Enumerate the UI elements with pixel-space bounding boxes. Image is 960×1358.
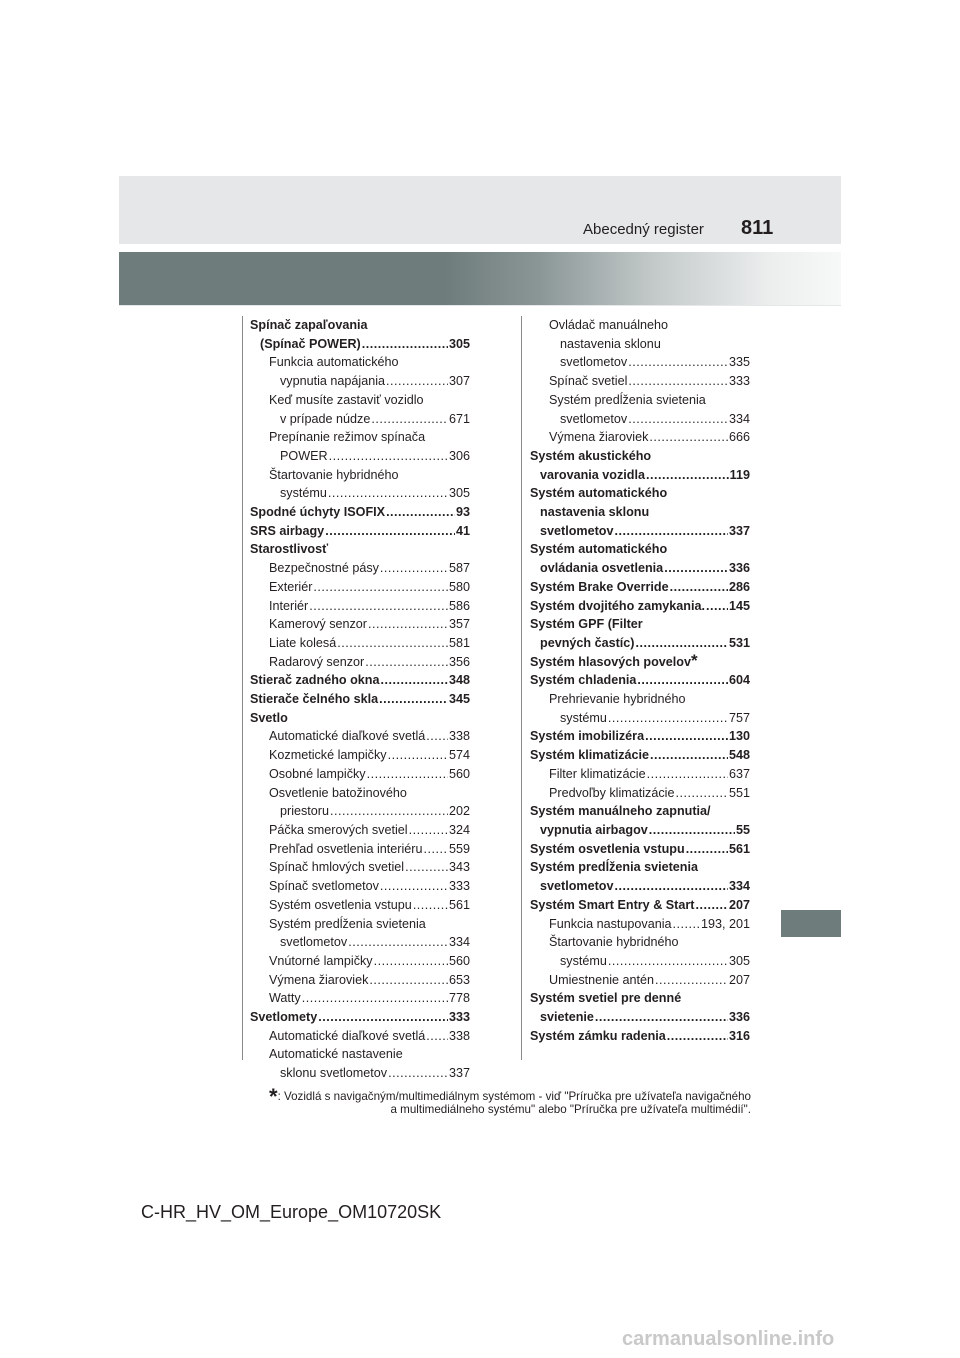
entry-text: svetlometov bbox=[560, 411, 628, 426]
entry-page-number: 345 bbox=[448, 692, 470, 707]
dot-leader bbox=[405, 858, 448, 877]
index-entry bbox=[250, 1064, 470, 1083]
index-entry bbox=[530, 746, 750, 765]
entry-text: ovládania osvetlenia bbox=[540, 561, 664, 576]
entry-page-number: 316 bbox=[728, 1028, 750, 1043]
index-entry bbox=[530, 840, 750, 859]
entry-page-number: 551 bbox=[728, 785, 750, 800]
entry-text: SRS airbagy bbox=[250, 523, 325, 538]
dot-leader bbox=[329, 447, 448, 466]
index-entry bbox=[530, 335, 750, 354]
index-entry bbox=[250, 503, 470, 522]
dot-leader bbox=[615, 522, 728, 541]
index-entry bbox=[530, 353, 750, 372]
dot-leader bbox=[608, 709, 728, 728]
index-entry bbox=[530, 933, 750, 952]
entry-text: Kozmetické lampičky bbox=[269, 748, 387, 763]
entry-page-number: 574 bbox=[448, 748, 470, 763]
entry-text: Ovládač manuálneho bbox=[549, 318, 669, 332]
index-entry bbox=[250, 578, 470, 597]
index-entry bbox=[250, 447, 470, 466]
dot-leader bbox=[309, 597, 448, 616]
entry-text: Systém automatického bbox=[530, 486, 668, 501]
entry-page-number: 561 bbox=[448, 897, 470, 912]
index-entry bbox=[530, 1008, 750, 1027]
entry-text: Stierače čelného skla bbox=[250, 692, 379, 707]
index-entry bbox=[250, 989, 470, 1008]
dot-leader bbox=[374, 952, 448, 971]
index-entry bbox=[250, 634, 470, 653]
entry-page-number: 286 bbox=[728, 579, 750, 594]
entry-text: Systém svetiel pre denné bbox=[530, 991, 682, 1006]
index-entry bbox=[530, 615, 750, 634]
entry-text: Systém zámku radenia bbox=[530, 1028, 666, 1043]
entry-page-number: 580 bbox=[448, 579, 470, 594]
page-number: 811 bbox=[741, 217, 774, 239]
dot-leader bbox=[371, 410, 448, 429]
index-entry bbox=[250, 540, 470, 559]
index-entry bbox=[250, 784, 470, 803]
entry-text: Svetlomety bbox=[250, 1010, 318, 1025]
entry-page-number: 335 bbox=[728, 355, 750, 370]
dot-leader bbox=[628, 353, 728, 372]
index-entry bbox=[530, 915, 750, 934]
index-entry bbox=[530, 540, 750, 559]
entry-text: Štartovanie hybridného bbox=[269, 467, 399, 482]
entry-text: svietenie bbox=[540, 1010, 594, 1025]
entry-text: Exteriér bbox=[269, 579, 313, 594]
dot-leader bbox=[365, 653, 448, 672]
dot-leader bbox=[637, 671, 728, 690]
entry-page-number: 337 bbox=[728, 523, 750, 538]
entry-page-number: 531 bbox=[728, 635, 750, 650]
entry-page-number: 338 bbox=[448, 1028, 470, 1043]
index-column-left bbox=[250, 316, 470, 1083]
dot-leader bbox=[409, 821, 448, 840]
dot-leader bbox=[368, 615, 448, 634]
entry-page-number: 336 bbox=[728, 561, 750, 576]
entry-text: Systém Brake Override bbox=[530, 579, 669, 594]
index-entry bbox=[530, 503, 750, 522]
dot-leader bbox=[388, 1064, 448, 1083]
entry-page-number: 307 bbox=[448, 374, 470, 389]
index-entry bbox=[530, 634, 750, 653]
header-band bbox=[119, 176, 841, 244]
index-entry bbox=[250, 915, 470, 934]
entry-page-number: 333 bbox=[448, 879, 470, 894]
index-entry bbox=[530, 578, 750, 597]
entry-text: Spínač hmlových svetiel bbox=[269, 860, 405, 875]
entry-page-number: 55 bbox=[735, 822, 750, 837]
index-entry bbox=[250, 1027, 470, 1046]
footnote bbox=[191, 1084, 751, 1116]
dot-leader bbox=[673, 915, 700, 934]
index-entry bbox=[250, 877, 470, 896]
entry-text: Systém Smart Entry & Start bbox=[530, 897, 695, 912]
entry-text: Systém manuálneho zapnutia/ bbox=[530, 804, 711, 819]
entry-text: Filter klimatizácie bbox=[549, 766, 646, 781]
dot-leader bbox=[645, 727, 728, 746]
entry-text: Prehrievanie hybridného bbox=[549, 692, 686, 707]
entry-text: Liate kolesá bbox=[269, 635, 337, 650]
entry-text: Vnútorné lampičky bbox=[269, 953, 373, 968]
index-entry bbox=[530, 709, 750, 728]
document-code: C-HR_HV_OM_Europe_OM10720SK bbox=[141, 1202, 442, 1222]
entry-text: Systém predĺženia svietenia bbox=[269, 916, 426, 931]
dot-leader bbox=[424, 840, 448, 859]
entry-text: Osobné lampičky bbox=[269, 766, 366, 781]
entry-page-number: 193, 201 bbox=[700, 916, 750, 931]
entry-text: priestoru bbox=[280, 804, 329, 819]
entry-page-number: 305 bbox=[448, 486, 470, 501]
dot-leader bbox=[628, 410, 728, 429]
footnote-marker: * bbox=[269, 1084, 278, 1109]
entry-text: Keď musíte zastaviť vozidlo bbox=[269, 392, 424, 407]
dot-leader bbox=[330, 802, 448, 821]
index-entry bbox=[530, 989, 750, 1008]
entry-page-number: 119 bbox=[729, 467, 750, 482]
entry-page-number: 306 bbox=[448, 448, 470, 463]
entry-text: Výmena žiaroviek bbox=[549, 430, 649, 445]
index-entry bbox=[250, 428, 470, 447]
dot-leader bbox=[636, 634, 728, 653]
entry-text: sklonu svetlometov bbox=[280, 1066, 388, 1081]
index-column-right bbox=[530, 316, 750, 1045]
index-entry bbox=[530, 559, 750, 578]
index-entry bbox=[530, 971, 750, 990]
dot-leader bbox=[313, 578, 448, 597]
entry-text: Umiestnenie antén bbox=[549, 972, 655, 987]
dot-leader bbox=[655, 971, 728, 990]
entry-page-number: 560 bbox=[448, 766, 470, 781]
entry-text: Systém GPF (Filter bbox=[530, 617, 643, 632]
dot-leader bbox=[380, 877, 448, 896]
index-entry bbox=[530, 522, 750, 541]
entry-page-number: 356 bbox=[448, 654, 470, 669]
entry-text: Systém predĺženia svietenia bbox=[549, 392, 706, 407]
index-entry bbox=[250, 727, 470, 746]
entry-text: Bezpečnostné pásy bbox=[269, 561, 379, 576]
entry-page-number: 757 bbox=[728, 710, 750, 725]
entry-page-number: 334 bbox=[448, 935, 470, 950]
dot-leader bbox=[646, 466, 729, 485]
dot-leader bbox=[380, 559, 448, 578]
index-entry bbox=[250, 522, 470, 541]
entry-text: Systém akustického bbox=[530, 448, 652, 463]
index-entry bbox=[250, 971, 470, 990]
entry-page-number: 604 bbox=[728, 673, 750, 688]
entry-page-number: 202 bbox=[448, 804, 470, 819]
entry-page-number: 586 bbox=[448, 598, 470, 613]
index-entry bbox=[250, 615, 470, 634]
dot-leader bbox=[426, 1027, 448, 1046]
dot-leader bbox=[380, 671, 448, 690]
entry-text: Systém osvetlenia vstupu bbox=[269, 897, 412, 912]
entry-page-number: 333 bbox=[728, 374, 750, 389]
entry-text: Systém imobilizéra bbox=[530, 729, 645, 744]
entry-text: Prehľad osvetlenia interiéru bbox=[269, 841, 423, 856]
index-entry bbox=[250, 559, 470, 578]
left-column-rule bbox=[242, 316, 243, 1060]
dot-leader bbox=[337, 634, 448, 653]
dot-leader bbox=[608, 952, 728, 971]
entry-text: vypnutia airbagov bbox=[540, 822, 648, 837]
entry-page-number: 337 bbox=[448, 1066, 470, 1081]
index-entry bbox=[530, 821, 750, 840]
entry-text: nastavenia sklonu bbox=[540, 505, 650, 520]
index-entry bbox=[250, 484, 470, 503]
chapter-thumb-tab bbox=[781, 910, 841, 937]
entry-text: Spínač zapaľovania bbox=[250, 318, 368, 332]
entry-text: varovania vozidla bbox=[540, 467, 645, 482]
index-entry bbox=[250, 372, 470, 391]
entry-page-number: 653 bbox=[448, 972, 470, 987]
entry-text: Systém chladenia bbox=[530, 673, 637, 688]
index-entry bbox=[530, 671, 750, 690]
entry-text: (Spínač POWER) bbox=[260, 336, 361, 351]
index-entry bbox=[250, 335, 470, 354]
footnote-line-1: : Vozidlá s navigačným/multimediálnym systémom - viď "Príručka pre užívateľa navigačného bbox=[277, 1090, 751, 1103]
dot-leader bbox=[649, 428, 728, 447]
dot-leader bbox=[386, 503, 455, 522]
dot-leader bbox=[413, 896, 448, 915]
index-entry bbox=[530, 690, 750, 709]
dot-leader bbox=[670, 578, 728, 597]
entry-text: Automatické diaľkové svetlá bbox=[269, 729, 426, 744]
index-entry bbox=[250, 821, 470, 840]
dot-leader bbox=[426, 727, 448, 746]
index-entry bbox=[530, 466, 750, 485]
index-entry bbox=[250, 746, 470, 765]
entry-page-number: 338 bbox=[448, 729, 470, 744]
entry-page-number: 324 bbox=[448, 822, 470, 837]
entry-page-number: 561 bbox=[728, 841, 750, 856]
dot-leader bbox=[325, 522, 455, 541]
dot-leader bbox=[650, 746, 728, 765]
entry-text: POWER bbox=[280, 448, 328, 463]
watermark: carmanualsonline.info bbox=[622, 1328, 835, 1350]
entry-text: Automatické nastavenie bbox=[269, 1047, 403, 1062]
index-entry bbox=[530, 391, 750, 410]
entry-text: svetlometov bbox=[540, 523, 614, 538]
entry-page-number: 207 bbox=[728, 972, 750, 987]
entry-page-number: 671 bbox=[448, 411, 470, 426]
index-entry bbox=[250, 840, 470, 859]
index-entry bbox=[530, 428, 750, 447]
right-column-rule bbox=[521, 316, 522, 1060]
dot-leader bbox=[675, 784, 728, 803]
index-entry bbox=[250, 597, 470, 616]
entry-page-number: 559 bbox=[448, 841, 470, 856]
dot-leader bbox=[647, 765, 728, 784]
entry-text: Systém hlasových povelov bbox=[530, 654, 691, 669]
entry-text: Systém osvetlenia vstupu bbox=[530, 841, 685, 856]
dot-leader bbox=[348, 933, 448, 952]
dot-leader bbox=[695, 896, 728, 915]
entry-text: Automatické diaľkové svetlá bbox=[269, 1028, 426, 1043]
entry-text: systému bbox=[560, 710, 607, 725]
entry-text: svetlometov bbox=[540, 879, 614, 894]
entry-text: systému bbox=[280, 486, 327, 501]
entry-text: Páčka smerových svetiel bbox=[269, 822, 408, 837]
entry-page-number: 145 bbox=[728, 598, 750, 613]
entry-text: svetlometov bbox=[560, 355, 628, 370]
index-entry bbox=[250, 391, 470, 410]
dot-leader bbox=[362, 335, 448, 354]
dot-leader bbox=[379, 690, 448, 709]
entry-page-number: 343 bbox=[448, 860, 470, 875]
index-entry bbox=[250, 1045, 470, 1064]
dot-leader bbox=[369, 971, 448, 990]
index-entry bbox=[530, 765, 750, 784]
index-entry bbox=[250, 896, 470, 915]
entry-text: Osvetlenie batožinového bbox=[269, 785, 407, 800]
index-entry bbox=[250, 709, 470, 728]
entry-text: systému bbox=[560, 953, 607, 968]
index-entry bbox=[530, 802, 750, 821]
banner-divider bbox=[119, 305, 841, 306]
entry-page-number: 305 bbox=[448, 336, 470, 351]
entry-page-number: 560 bbox=[448, 953, 470, 968]
dot-leader bbox=[628, 372, 728, 391]
entry-text: Funkcia nastupovania bbox=[549, 916, 672, 931]
dot-leader bbox=[664, 559, 728, 578]
index-entry bbox=[250, 690, 470, 709]
entry-page-number: 637 bbox=[728, 766, 750, 781]
dot-leader bbox=[318, 1008, 448, 1027]
entry-text: Výmena žiaroviek bbox=[269, 972, 369, 987]
index-entry bbox=[250, 952, 470, 971]
entry-text: Watty bbox=[269, 991, 301, 1006]
gradient-banner bbox=[119, 252, 841, 305]
entry-page-number: 41 bbox=[455, 523, 470, 538]
index-entry bbox=[530, 447, 750, 466]
index-entry bbox=[250, 671, 470, 690]
entry-text: Kamerový senzor bbox=[269, 617, 367, 632]
entry-text: Radarový senzor bbox=[269, 654, 365, 669]
index-entry bbox=[530, 896, 750, 915]
index-entry bbox=[530, 877, 750, 896]
entry-text: Systém predĺženia svietenia bbox=[530, 860, 698, 875]
entry-page-number: 666 bbox=[728, 430, 750, 445]
entry-text: Predvoľby klimatizácie bbox=[549, 785, 675, 800]
index-entry bbox=[530, 952, 750, 971]
index-entry bbox=[530, 1027, 750, 1046]
entry-page-number: 348 bbox=[448, 673, 470, 688]
index-entry bbox=[530, 484, 750, 503]
index-entry bbox=[250, 353, 470, 372]
index-entry bbox=[250, 858, 470, 877]
entry-text: Spodné úchyty ISOFIX bbox=[250, 505, 386, 520]
entry-text: Štartovanie hybridného bbox=[549, 935, 679, 950]
entry-page-number: 305 bbox=[728, 953, 750, 968]
entry-page-number: 587 bbox=[448, 561, 470, 576]
index-entry bbox=[530, 784, 750, 803]
entry-text: Systém dvojitého zamykania. bbox=[530, 598, 705, 613]
dot-leader bbox=[615, 877, 728, 896]
entry-page-number: 581 bbox=[448, 635, 470, 650]
index-entry bbox=[250, 653, 470, 672]
index-entry bbox=[530, 316, 750, 335]
dot-leader bbox=[667, 1027, 728, 1046]
dot-leader bbox=[595, 1008, 728, 1027]
dot-leader bbox=[328, 484, 448, 503]
index-entry bbox=[530, 372, 750, 391]
index-entry bbox=[250, 1008, 470, 1027]
dot-leader bbox=[302, 989, 448, 1008]
index-entry bbox=[250, 933, 470, 952]
index-entry bbox=[250, 410, 470, 429]
entry-page-number: 778 bbox=[448, 991, 470, 1006]
index-entry bbox=[530, 727, 750, 746]
dot-leader bbox=[388, 746, 448, 765]
entry-text: pevných častíc) bbox=[540, 635, 635, 650]
entry-text: v prípade núdze bbox=[280, 411, 371, 426]
index-entry bbox=[530, 410, 750, 429]
entry-text: Systém automatického bbox=[530, 542, 668, 557]
dot-leader bbox=[386, 372, 448, 391]
entry-text: svetlometov bbox=[280, 935, 348, 950]
entry-text: Svetlo bbox=[250, 710, 288, 725]
index-entry bbox=[250, 466, 470, 485]
entry-text: Stierač zadného okna bbox=[250, 673, 380, 688]
entry-page-number: 357 bbox=[448, 617, 470, 632]
dot-leader bbox=[706, 597, 728, 616]
footnote-line-2: a multimediálneho systému" alebo "Príručka pre užívateľa multimédií". bbox=[390, 1103, 751, 1116]
dot-leader bbox=[649, 821, 735, 840]
entry-page-number: 334 bbox=[728, 879, 750, 894]
section-title: Abecedný register bbox=[583, 221, 704, 238]
entry-text: Spínač svetiel bbox=[549, 374, 628, 389]
entry-page-number: 130 bbox=[728, 729, 750, 744]
entry-text: Funkcia automatického bbox=[269, 355, 399, 370]
entry-text: Prepínanie režimov spínača bbox=[269, 430, 426, 445]
index-entry bbox=[250, 765, 470, 784]
entry-text: Starostlivosť bbox=[250, 542, 329, 557]
index-entry bbox=[530, 597, 750, 616]
entry-page-number: 207 bbox=[728, 897, 750, 912]
dot-leader bbox=[367, 765, 448, 784]
entry-text: nastavenia sklonu bbox=[560, 336, 661, 351]
entry-text: Systém klimatizácie bbox=[530, 748, 650, 763]
entry-text: Spínač svetlometov bbox=[269, 879, 379, 894]
entry-text: Interiér bbox=[269, 598, 309, 613]
index-entry bbox=[530, 858, 750, 877]
index-entry bbox=[250, 316, 470, 335]
dot-leader bbox=[686, 840, 728, 859]
entry-page-number: 548 bbox=[728, 748, 750, 763]
entry-text: vypnutia napájania bbox=[280, 374, 386, 389]
entry-page-number: 334 bbox=[728, 411, 750, 426]
entry-page-number: 93 bbox=[455, 505, 470, 520]
index-entry: Systém hlasových povelov * bbox=[530, 650, 698, 670]
entry-page-number: 336 bbox=[728, 1010, 750, 1025]
index-entry bbox=[250, 802, 470, 821]
entry-page-number: 333 bbox=[448, 1010, 470, 1025]
